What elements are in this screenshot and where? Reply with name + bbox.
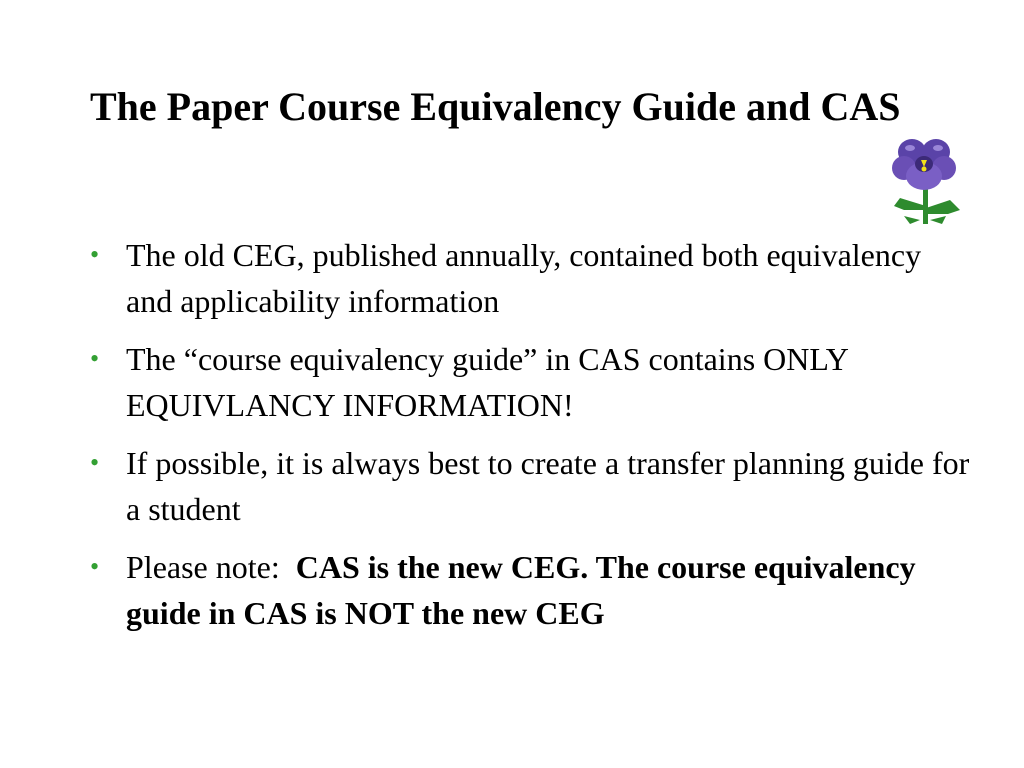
bullet-item [90,336,970,428]
slide-title: The Paper Course Equivalency Guide and CAS [90,84,901,129]
bullet-text: The old CEG, published annually, contained both equivalency and applicability information [126,237,922,319]
bullet-item [90,440,970,532]
bullet-text: The “course equivalency guide” in CAS contains ONLY EQUIVLANCY INFORMATION! [126,341,848,423]
bullet-marker: • [90,240,100,269]
bullet-item [90,232,970,324]
bullet-text: Please note: [126,549,296,585]
bullet-marker: • [90,344,100,373]
bullet-marker: • [90,552,100,581]
bullet-marker: • [90,448,100,477]
bullet-item [90,544,970,636]
bullet-bold-text: CAS is the new CEG. The course equivalency guide in CAS is NOT the new CEG [126,549,916,631]
bullet-text: If possible, it is always best to create a transfer planning guide for a student [126,445,970,527]
bullet-list [90,232,970,648]
pansy-flower-icon [890,136,962,228]
